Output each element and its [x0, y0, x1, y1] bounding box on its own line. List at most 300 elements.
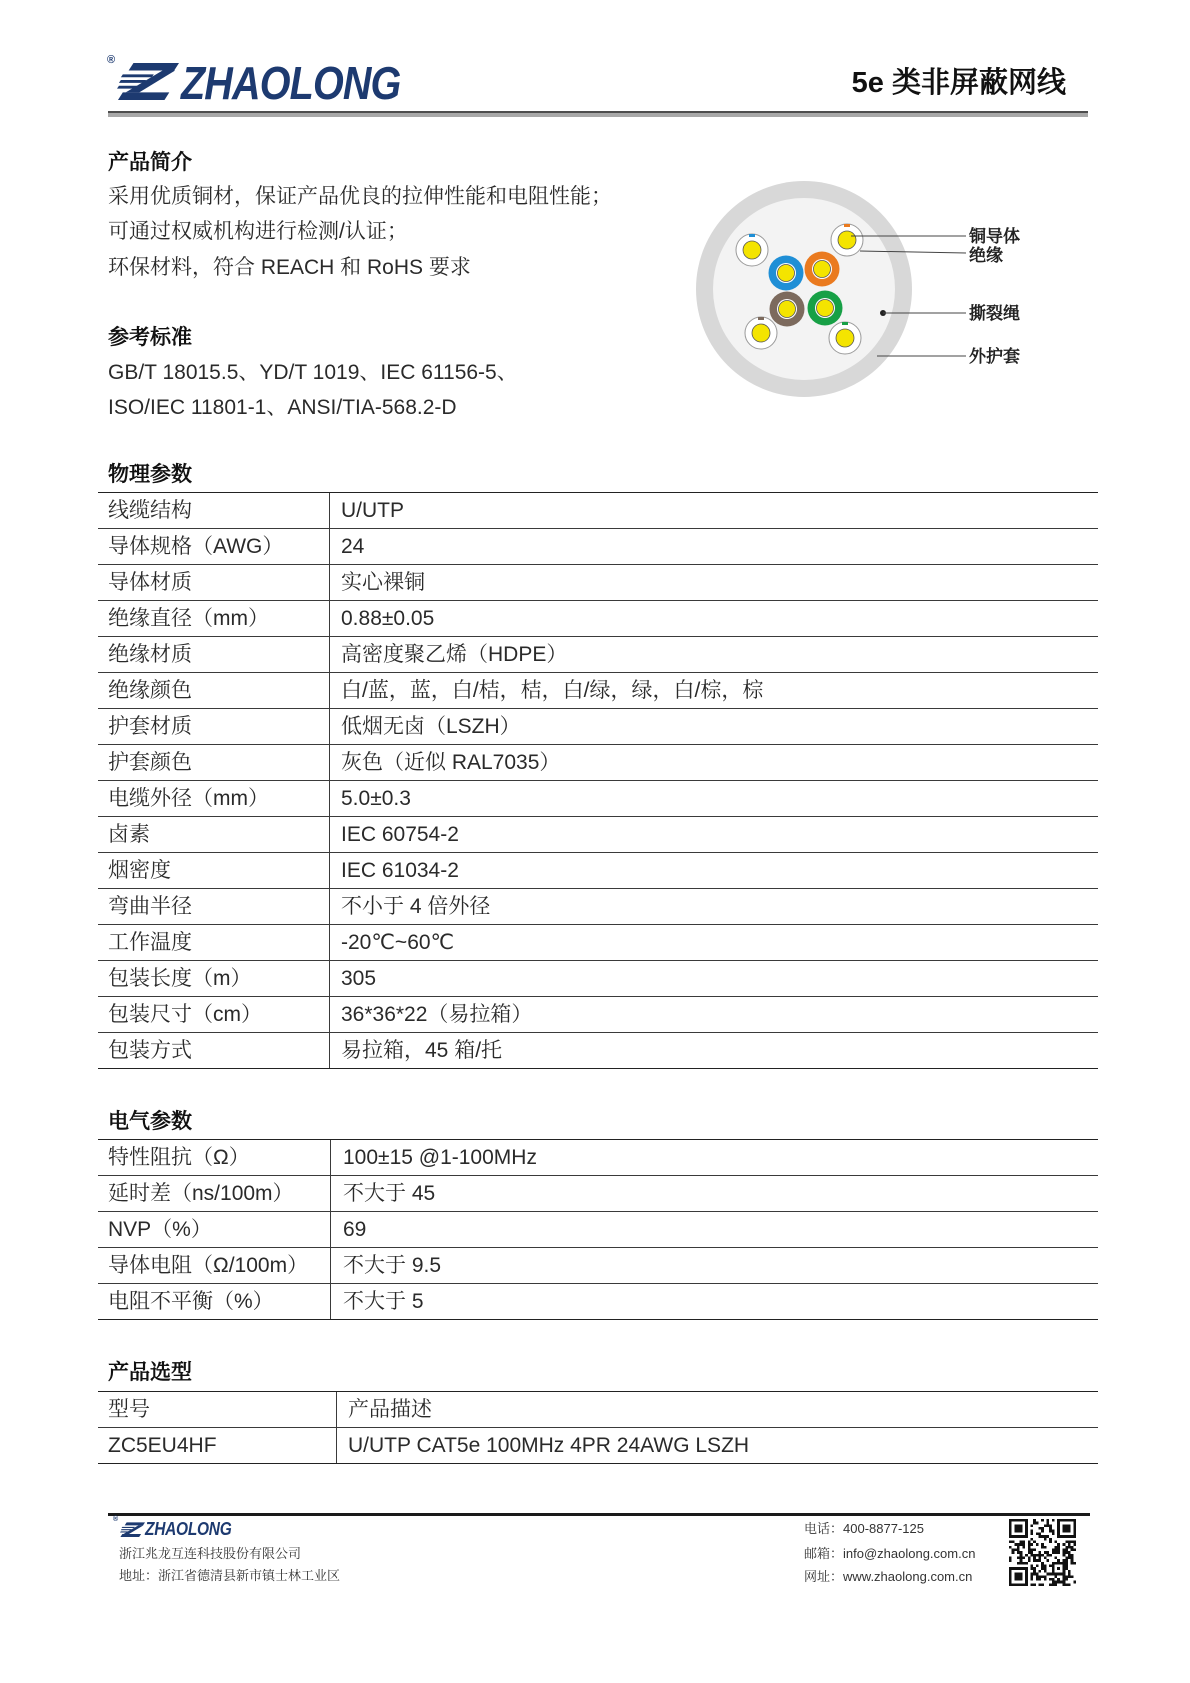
qr-module: [1033, 1519, 1036, 1522]
param-name: 电阻不平衡（%）: [98, 1284, 331, 1319]
qr-module: [1028, 1546, 1031, 1549]
param-name: 延时差（ns/100m）: [98, 1176, 331, 1211]
qr-module: [1012, 1551, 1015, 1554]
qr-module: [1049, 1578, 1052, 1581]
qr-module: [1036, 1573, 1039, 1576]
qr-module: [1057, 1578, 1060, 1581]
param-value: IEC 61034-2: [341, 859, 459, 882]
model-number: ZC5EU4HF: [98, 1428, 337, 1463]
qr-module: [1038, 1583, 1041, 1586]
qr-module: [1020, 1554, 1023, 1557]
qr-module: [1030, 1530, 1033, 1533]
footer-registered-mark: ®: [113, 1516, 119, 1523]
qr-module: [1017, 1557, 1020, 1560]
qr-module: [1020, 1551, 1023, 1554]
conductor-core: [778, 265, 795, 282]
qr-module: [1065, 1546, 1068, 1549]
intro-heading: 产品简介: [108, 151, 192, 174]
qr-module: [1036, 1575, 1039, 1578]
param-value: 灰色（近似 RAL7035）: [341, 751, 561, 774]
qr-module: [1052, 1551, 1055, 1554]
header-divider: [108, 111, 1088, 117]
logo-stripe: [121, 74, 154, 77]
qr-module: [1028, 1551, 1031, 1554]
qr-module: [1044, 1551, 1047, 1554]
qr-module: [1036, 1578, 1039, 1581]
qr-module: [1052, 1548, 1055, 1551]
qr-module: [1057, 1581, 1060, 1584]
qr-module: [1041, 1519, 1044, 1522]
param-name: 线缆结构: [98, 493, 330, 528]
qr-module: [1012, 1540, 1015, 1543]
qr-module: [1065, 1548, 1068, 1551]
param-name: 包装方式: [98, 1033, 330, 1068]
intro-line: 环保材料，符合 REACH 和 RoHS 要求: [108, 256, 471, 279]
qr-module: [1049, 1573, 1052, 1576]
logo-top-bar: [125, 1522, 145, 1525]
qr-module: [1030, 1575, 1033, 1578]
qr-module: [1049, 1554, 1052, 1557]
qr-module: [1065, 1578, 1068, 1581]
param-name: 护套材质: [98, 709, 330, 744]
qr-module: [1009, 1559, 1012, 1562]
jacket-inner-area: [713, 198, 895, 380]
logo-stripe: [122, 1527, 135, 1528]
qr-module: [1009, 1557, 1012, 1560]
qr-module: [1055, 1583, 1058, 1586]
cable-cross-section-diagram: [690, 170, 1040, 410]
qr-module: [1068, 1540, 1071, 1543]
qr-module: [1038, 1532, 1041, 1535]
param-value: 不大于 5: [343, 1290, 424, 1313]
qr-module: [1033, 1522, 1036, 1525]
qr-module: [1068, 1573, 1071, 1576]
product-selection-table: [98, 1391, 1098, 1464]
param-name: 包装尺寸（cm）: [98, 997, 330, 1032]
qr-module: [1052, 1532, 1055, 1535]
param-name: 卤素: [98, 817, 330, 852]
param-value: 69: [343, 1218, 367, 1241]
label-insulation: 绝缘: [969, 246, 1003, 265]
qr-module: [1049, 1565, 1052, 1568]
qr-module: [1041, 1527, 1044, 1530]
qr-module: [1041, 1535, 1044, 1538]
qr-module: [1055, 1548, 1058, 1551]
param-value: 5.0±0.3: [341, 787, 411, 810]
qr-module: [1030, 1567, 1033, 1570]
qr-module: [1030, 1565, 1033, 1568]
physical-parameters-table: [98, 492, 1098, 1069]
logo-stripe: [120, 1531, 129, 1532]
qr-module: [1068, 1583, 1071, 1586]
qr-module: [1033, 1573, 1036, 1576]
qr-module: [1063, 1543, 1066, 1546]
selection-heading: 产品选型: [108, 1361, 192, 1384]
qr-module: [1033, 1554, 1036, 1557]
qr-module: [1022, 1562, 1025, 1565]
qr-module: [1038, 1557, 1041, 1560]
qr-module: [1063, 1551, 1066, 1554]
standards-heading: 参考标准: [108, 326, 192, 349]
qr-module: [1025, 1554, 1028, 1557]
qr-module: [1057, 1546, 1060, 1549]
qr-module: [1030, 1532, 1033, 1535]
qr-module: [1071, 1559, 1074, 1562]
qr-module: [1012, 1548, 1015, 1551]
qr-module: [1028, 1559, 1031, 1562]
table-header-row: [98, 1392, 1098, 1428]
qr-module: [1065, 1540, 1068, 1543]
qr-module: [1044, 1538, 1047, 1541]
logo-bottom-bar: [118, 92, 169, 100]
table-row: [98, 1212, 1098, 1248]
qr-module: [1030, 1548, 1033, 1551]
table-row: [98, 889, 1098, 925]
qr-module: [1041, 1565, 1044, 1568]
qr-module: [1073, 1540, 1076, 1543]
qr-module: [1036, 1565, 1039, 1568]
conductor-core: [752, 324, 770, 342]
qr-module: [1017, 1543, 1020, 1546]
footer-divider: [108, 1513, 1090, 1516]
qr-module: [1057, 1543, 1060, 1546]
qr-module: [1044, 1546, 1047, 1549]
qr-module: [1055, 1557, 1058, 1560]
qr-module: [1049, 1538, 1052, 1541]
qr-module: [1014, 1548, 1017, 1551]
param-name: 绝缘材质: [98, 637, 330, 672]
qr-module: [1038, 1575, 1041, 1578]
param-value: 100±15 @1-100MHz: [343, 1146, 537, 1169]
stripe-brown: [758, 317, 764, 320]
qr-module: [1038, 1559, 1041, 1562]
qr-module: [1033, 1548, 1036, 1551]
conductor-core: [814, 261, 831, 278]
qr-module: [1073, 1548, 1076, 1551]
qr-module: [1065, 1562, 1068, 1565]
qr-module: [1065, 1575, 1068, 1578]
qr-module: [1073, 1581, 1076, 1584]
qr-module: [1022, 1546, 1025, 1549]
table-row: [98, 997, 1098, 1033]
qr-module: [1041, 1554, 1044, 1557]
qr-module: [1047, 1535, 1050, 1538]
qr-module: [1068, 1554, 1071, 1557]
qr-module: [1017, 1546, 1020, 1549]
table-row: [98, 1248, 1098, 1284]
qr-module: [1036, 1543, 1039, 1546]
logo-top-bar: [129, 63, 179, 71]
param-value: 不大于 45: [343, 1182, 436, 1205]
param-value: 易拉箱，45 箱/托: [341, 1039, 503, 1062]
param-value: 36*36*22（易拉箱）: [341, 1003, 533, 1026]
qr-module: [1020, 1562, 1023, 1565]
qr-module: [1044, 1575, 1047, 1578]
table-row: [98, 529, 1098, 565]
column-header-model: 型号: [98, 1392, 337, 1427]
qr-module: [1014, 1543, 1017, 1546]
qr-module: [1038, 1554, 1041, 1557]
logo-stripe: [121, 1529, 132, 1530]
qr-module: [1033, 1583, 1036, 1586]
qr-module: [1055, 1575, 1058, 1578]
qr-module: [1014, 1524, 1022, 1532]
qr-module: [1033, 1567, 1036, 1570]
conductor-core: [817, 300, 834, 317]
table-row: [98, 1284, 1098, 1320]
qr-module: [1065, 1557, 1068, 1560]
qr-module: [1030, 1524, 1033, 1527]
qr-module: [1020, 1543, 1023, 1546]
table-row: [98, 601, 1098, 637]
qr-module: [1057, 1551, 1060, 1554]
param-name: 绝缘颜色: [98, 673, 330, 708]
qr-module: [1071, 1540, 1074, 1543]
qr-module: [1068, 1570, 1071, 1573]
param-value: 低烟无卤（LSZH）: [341, 715, 521, 738]
qr-module: [1030, 1554, 1033, 1557]
qr-module: [1047, 1524, 1050, 1527]
qr-module: [1020, 1559, 1023, 1562]
qr-module: [1065, 1583, 1068, 1586]
param-name: 导体电阻（Ω/100m）: [98, 1248, 331, 1283]
qr-module: [1049, 1583, 1052, 1586]
qr-module: [1071, 1575, 1074, 1578]
qr-module: [1038, 1570, 1041, 1573]
footer-brand-wordmark: ZHAOLONG: [145, 1519, 232, 1539]
qr-module: [1041, 1543, 1044, 1546]
qr-module: [1049, 1530, 1052, 1533]
qr-module: [1022, 1543, 1025, 1546]
qr-module: [1036, 1559, 1039, 1562]
company-name: 浙江兆龙互连科技股份有限公司: [119, 1546, 302, 1561]
footer-brand-z-logo-icon: [120, 1522, 145, 1537]
stripe-green: [842, 322, 848, 325]
table-row: [98, 493, 1098, 529]
qr-module: [1038, 1551, 1041, 1554]
conductor-core: [836, 329, 854, 347]
qr-module: [1068, 1551, 1071, 1554]
qr-module: [1049, 1527, 1052, 1530]
qr-module: [1063, 1559, 1066, 1562]
qr-module: [1052, 1519, 1055, 1522]
param-name: 导体规格（AWG）: [98, 529, 330, 564]
company-address: 地址：浙江省德清县新市镇士林工业区: [119, 1568, 341, 1583]
param-name: 包装长度（m）: [98, 961, 330, 996]
param-value: IEC 60754-2: [341, 823, 459, 846]
intro-line: 采用优质铜材，保证产品优良的拉伸性能和电阻性能；: [108, 185, 612, 208]
qr-module: [1009, 1540, 1012, 1543]
logo-bottom-bar: [120, 1534, 141, 1537]
param-name: 绝缘直径（mm）: [98, 601, 330, 636]
conductor-core: [779, 301, 796, 318]
electrical-parameters-table: [98, 1139, 1098, 1320]
stripe-orange: [844, 224, 850, 227]
qr-module: [1049, 1540, 1052, 1543]
param-value: 不小于 4 倍外径: [341, 895, 491, 918]
qr-module: [1033, 1570, 1036, 1573]
table-row: [98, 1140, 1098, 1176]
qr-module: [1063, 1548, 1066, 1551]
qr-module: [1047, 1551, 1050, 1554]
logo-stripe: [119, 80, 146, 83]
contact-phone: 电话：400-8877-125: [804, 1521, 924, 1536]
qr-module: [1071, 1554, 1074, 1557]
table-row: [98, 709, 1098, 745]
qr-module: [1017, 1551, 1020, 1554]
qr-module: [1025, 1562, 1028, 1565]
table-row: [98, 961, 1098, 997]
qr-module: [1009, 1546, 1012, 1549]
qr-module: [1063, 1578, 1066, 1581]
qr-module: [1028, 1540, 1031, 1543]
param-value: 白/蓝，蓝，白/桔，桔，白/绿，绿，白/棕，棕: [341, 679, 764, 702]
param-value: -20℃~60℃: [341, 931, 455, 954]
qr-module: [1017, 1548, 1020, 1551]
param-name: 工作温度: [98, 925, 330, 960]
table-row: [98, 781, 1098, 817]
qr-module: [1071, 1557, 1074, 1560]
param-name: 特性阻抗（Ω）: [98, 1140, 331, 1175]
qr-module: [1033, 1540, 1036, 1543]
qr-code: [1009, 1519, 1076, 1586]
intro-line: 可通过权威机构进行检测/认证；: [108, 220, 408, 243]
qr-module: [1041, 1567, 1044, 1570]
qr-module: [1071, 1546, 1074, 1549]
qr-module: [1038, 1527, 1041, 1530]
qr-module: [1071, 1548, 1074, 1551]
qr-module: [1065, 1559, 1068, 1562]
qr-module: [1036, 1532, 1039, 1535]
param-value: 高密度聚乙烯（HDPE）: [341, 643, 568, 666]
param-value: 305: [341, 967, 377, 990]
qr-module: [1068, 1546, 1071, 1549]
qr-module: [1030, 1578, 1033, 1581]
qr-module: [1052, 1581, 1055, 1584]
qr-module: [1057, 1548, 1060, 1551]
qr-module: [1022, 1557, 1025, 1560]
qr-module: [1055, 1540, 1058, 1543]
brand-wordmark: ZHAOLONG: [181, 57, 401, 109]
qr-module: [1071, 1562, 1074, 1565]
standards-line: ISO/IEC 11801-1、ANSI/TIA-568.2-D: [108, 396, 457, 419]
table-row: [98, 673, 1098, 709]
qr-module: [1055, 1551, 1058, 1554]
qr-module: [1063, 1581, 1066, 1584]
param-name: 电缆外径（mm）: [98, 781, 330, 816]
qr-module: [1041, 1583, 1044, 1586]
qr-module: [1030, 1551, 1033, 1554]
qr-module: [1044, 1524, 1047, 1527]
label-conductor: 铜导体: [969, 227, 1020, 246]
param-name: NVP（%）: [98, 1212, 331, 1247]
qr-module: [1055, 1581, 1058, 1584]
qr-module: [1038, 1535, 1041, 1538]
product-description: U/UTP CAT5e 100MHz 4PR 24AWG LSZH: [348, 1434, 750, 1457]
qr-module: [1028, 1543, 1031, 1546]
qr-module: [1030, 1573, 1033, 1576]
logo-stripe: [117, 86, 138, 89]
param-name: 烟密度: [98, 853, 330, 888]
param-value: 0.88±0.05: [341, 607, 435, 630]
qr-module: [1044, 1557, 1047, 1560]
physical-heading: 物理参数: [108, 463, 192, 486]
qr-module: [1073, 1562, 1076, 1565]
contact-email: 邮箱：info@zhaolong.com.cn: [804, 1546, 976, 1561]
qr-module: [1041, 1546, 1044, 1549]
standards-line: GB/T 18015.5、YD/T 1019、IEC 61156-5、: [108, 361, 518, 384]
qr-module: [1028, 1557, 1031, 1560]
qr-module: [1044, 1570, 1047, 1573]
qr-module: [1052, 1530, 1055, 1533]
qr-module: [1052, 1578, 1055, 1581]
qr-module: [1017, 1562, 1020, 1565]
qr-module: [1047, 1559, 1050, 1562]
qr-module: [1057, 1567, 1060, 1570]
contact-website: 网址：www.zhaolong.com.cn: [804, 1569, 973, 1584]
qr-module: [1036, 1554, 1039, 1557]
table-row: [98, 565, 1098, 601]
qr-module: [1044, 1578, 1047, 1581]
label-rip-cord: 撕裂绳: [969, 304, 1020, 323]
column-header-description: 产品描述: [348, 1398, 432, 1421]
qr-module: [1044, 1567, 1047, 1570]
electrical-heading: 电气参数: [108, 1110, 192, 1133]
qr-module: [1041, 1575, 1044, 1578]
conductor-core: [838, 231, 856, 249]
table-row: [98, 745, 1098, 781]
qr-module: [1030, 1583, 1033, 1586]
qr-module: [1047, 1519, 1050, 1522]
qr-module: [1028, 1548, 1031, 1551]
qr-module: [1052, 1583, 1055, 1586]
qr-module: [1020, 1540, 1023, 1543]
table-row: [98, 1033, 1098, 1069]
qr-module: [1065, 1565, 1068, 1568]
table-row: [98, 637, 1098, 673]
qr-module: [1068, 1575, 1071, 1578]
qr-module: [1057, 1559, 1060, 1562]
stripe-blue: [749, 234, 755, 237]
qr-module: [1068, 1543, 1071, 1546]
table-row: [98, 817, 1098, 853]
qr-module: [1044, 1565, 1047, 1568]
param-name: 导体材质: [98, 565, 330, 600]
qr-module: [1063, 1583, 1066, 1586]
conductor-core: [743, 241, 761, 259]
qr-module: [1047, 1573, 1050, 1576]
qr-module: [1022, 1540, 1025, 1543]
table-row: [98, 853, 1098, 889]
qr-module: [1041, 1562, 1044, 1565]
qr-module: [1060, 1581, 1063, 1584]
qr-module: [1063, 1575, 1066, 1578]
qr-module: [1047, 1554, 1050, 1557]
qr-module: [1049, 1524, 1052, 1527]
param-name: 护套颜色: [98, 745, 330, 780]
qr-module: [1020, 1557, 1023, 1560]
table-row: [98, 1428, 1098, 1464]
label-jacket: 外护套: [969, 347, 1020, 366]
table-row: [98, 925, 1098, 961]
qr-module: [1063, 1524, 1071, 1532]
qr-module: [1030, 1538, 1033, 1541]
qr-module: [1041, 1530, 1044, 1533]
table-row: [98, 1176, 1098, 1212]
qr-module: [1055, 1546, 1058, 1549]
param-value: 实心裸铜: [341, 571, 425, 594]
qr-module: [1068, 1557, 1071, 1560]
